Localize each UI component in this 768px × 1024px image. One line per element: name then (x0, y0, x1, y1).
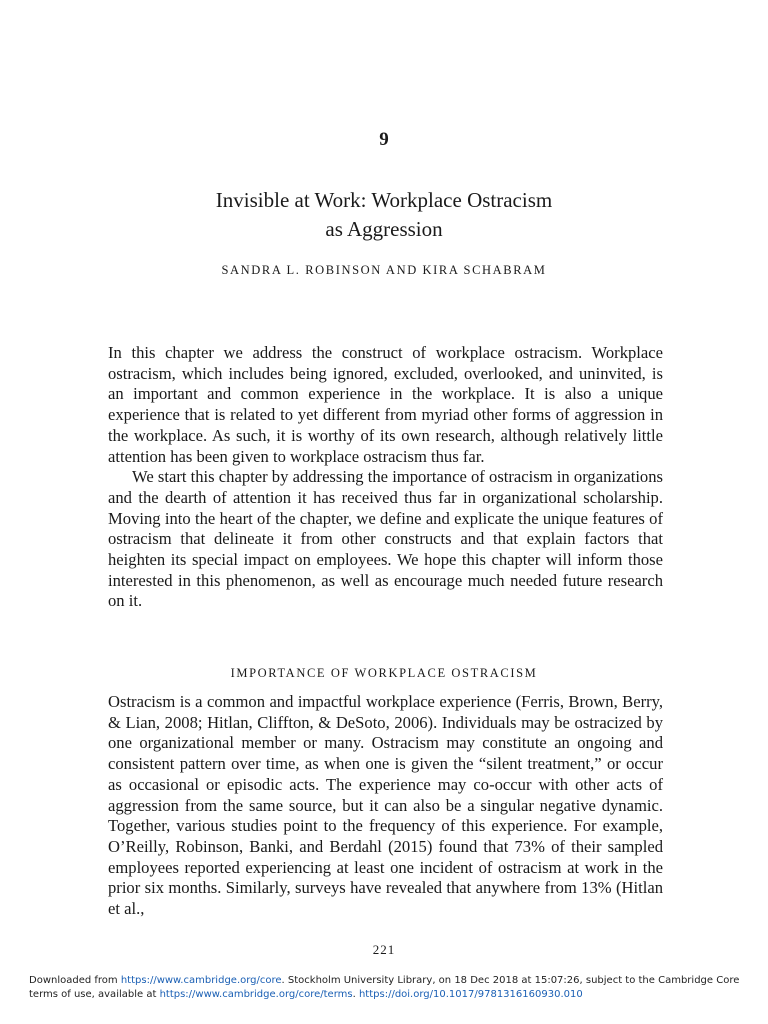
chapter-title (0, 186, 768, 244)
intro-text (108, 343, 663, 612)
chapter-number: 9 (379, 129, 389, 150)
page-number: 221 (372, 942, 396, 957)
footer-link-core[interactable]: https://www.cambridge.org/core (120, 975, 282, 986)
chapter-authors: SANDRA L. ROBINSON AND KIRA SCHABRAM (221, 263, 547, 277)
chapter-title-line-2: as Aggression (325, 217, 443, 241)
intro-paragraph-2: We start this chapter by addressing the importance of ostracism in organizations and the dearth of attention it has received thus far in organizational scholarship. Moving into the heart of the chapter, we define and explicate the unique features of ostracism that delineate it from other constructs and that explain factors that heighten its special impact on employees. We hope this chapter will inform those interested in this phenomenon, as well as encourage much needed future research on it. (108, 467, 663, 611)
intro-paragraph-1: In this chapter we address the construct of workplace ostracism. Workplace ostracism, which includes being ignored, excluded, overlooked, and uninvited, is an important and common experience in the workplace. It is also a unique experience that is related to yet different from myriad other forms of aggression in the workplace. As such, it is worthy of its own research, although relatively little attention has been given to workplace ostracism thus far. (108, 343, 663, 466)
footer-separator: . (352, 989, 359, 1000)
chapter-title-line-1: Invisible at Work: Workplace Ostracism (215, 188, 553, 212)
footer-link-doi[interactable]: https://doi.org/10.1017/9781316160930.010 (358, 989, 583, 1000)
footer-middle: . Stockholm University Library, on 18 Dec 2018 at 15:07:26, subject to the Cambridge Core terms of use, available at (29, 975, 740, 1000)
section-heading: IMPORTANCE OF WORKPLACE OSTRACISM (230, 666, 538, 680)
section-paragraph-1: Ostracism is a common and impactful workplace experience (Ferris, Brown, Berry, & Lian, 2008; Hitlan, Cliffton, & DeSoto, 2006). Individuals may be ostracized by one organizational member or many. Ostracism may constitute an ongoing and consistent pattern over time, as when one is given the “silent treatment,” or occur as occasional or episodic acts. The experience may co-occur with other acts of aggression from the same source, but it can also be a singular negative dynamic. Together, various studies point to the frequency of this experience. For example, O’Reilly, Robinson, Banki, and Berdahl (2015) found that 73% of their sampled employees reported experiencing at least one incident of ostracism at work in the prior six months. Similarly, surveys have revealed that anywhere from 13% (Hitlan et al., (108, 692, 663, 919)
footer-link-terms[interactable]: https://www.cambridge.org/core/terms (159, 989, 353, 1000)
download-footer (29, 974, 744, 1002)
footer-prefix: Downloaded from (29, 975, 121, 986)
section-text (108, 692, 663, 920)
